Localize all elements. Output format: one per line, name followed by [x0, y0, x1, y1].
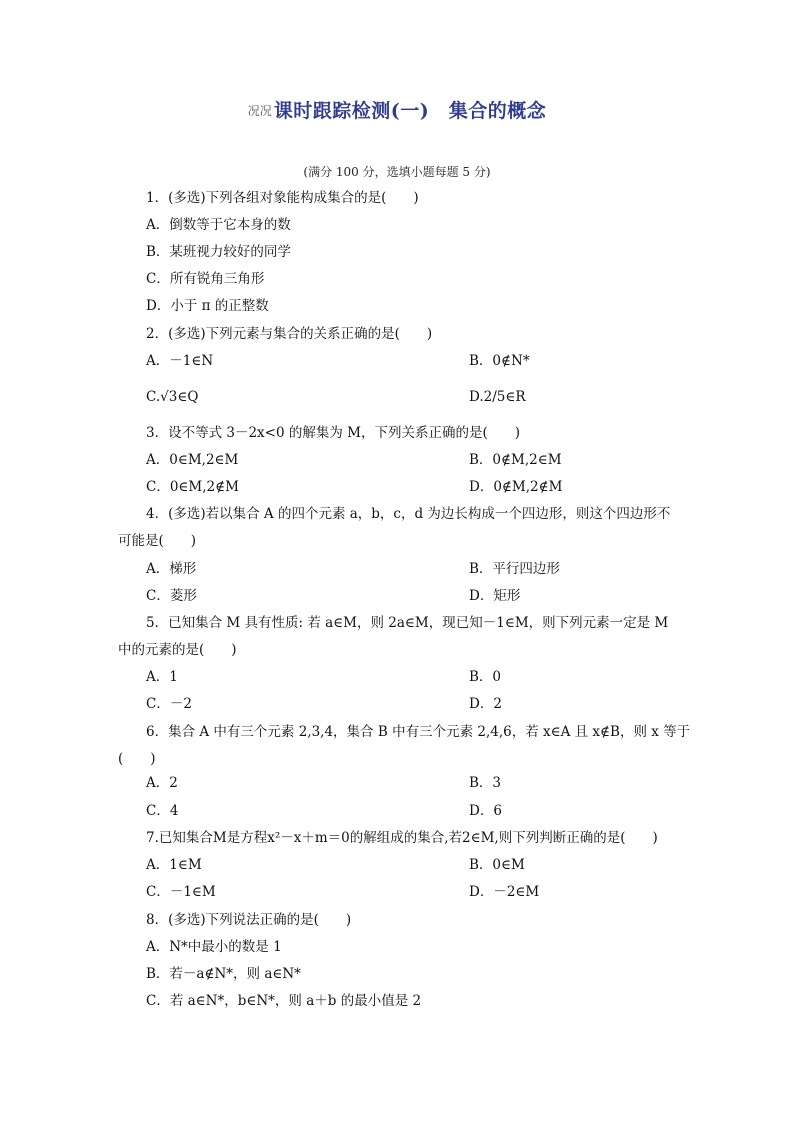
question-6-stem-continued: ( )	[118, 751, 156, 767]
question-4-stem: 4．(多选)若以集合 A 的四个元素 a，b，c，d 为边长构成一个四边形，则这个四边形不	[146, 506, 671, 522]
question-5-option-a: A．1	[146, 669, 178, 685]
question-4-option-a: A．梯形	[146, 561, 197, 577]
question-5-option-c: C．－2	[146, 696, 192, 712]
question-7-option-a: A．1∈M	[146, 857, 202, 873]
question-3-option-a: A．0∈M,2∈M	[146, 452, 239, 468]
question-5-stem-continued: 中的元素的是( )	[118, 642, 237, 658]
question-4-stem-continued: 可能是( )	[118, 533, 197, 549]
score-note: (满分 100 分，选填小题每题 5 分)	[303, 165, 491, 179]
question-2-option-c: C.√3∈Q	[146, 389, 199, 405]
question-1-option-a: A．倒数等于它本身的数	[146, 217, 291, 233]
question-8-option-c: C．若 a∈N*，b∈N*，则 a＋b 的最小值是 2	[146, 993, 422, 1009]
question-1-option-c: C．所有锐角三角形	[146, 271, 265, 287]
question-8-option-a: A．N*中最小的数是 1	[146, 939, 282, 955]
title-row	[0, 96, 794, 123]
question-2-option-b: B．0∉N*	[469, 353, 530, 369]
question-1-option-b: B．某班视力较好的同学	[146, 244, 291, 260]
question-6-option-b: B．3	[469, 775, 502, 791]
question-2-stem: 2．(多选)下列元素与集合的关系正确的是( )	[146, 326, 433, 342]
question-8-option-b: B．若－a∉N*，则 a∈N*	[146, 966, 301, 982]
question-3-stem: 3．设不等式 3－2x<0 的解集为 M，下列关系正确的是( )	[146, 425, 521, 441]
question-6-option-c: C．4	[146, 803, 179, 819]
question-7-option-d: D．－2∈M	[469, 884, 540, 900]
question-6-stem: 6．集合 A 中有三个元素 2,3,4，集合 B 中有三个元素 2,4,6，若 x∈A 且 x∉B，则 x 等于	[146, 724, 691, 740]
question-3-option-c: C．0∈M,2∉M	[146, 479, 239, 495]
question-3-option-b: B．0∉M,2∈M	[469, 452, 562, 468]
question-1-option-d: D．小于 π 的正整数	[146, 298, 269, 314]
question-7-stem: 7.已知集合M是方程x²－x＋m＝0的解组成的集合,若2∈M,则下列判断正确的是( )	[146, 830, 658, 846]
question-5-stem: 5．已知集合 M 具有性质: 若 a∈M，则 2a∈M，现已知－1∈M，则下列元素一定是 M	[146, 615, 669, 631]
title-prefix: 况况	[247, 104, 272, 118]
question-7-option-b: B．0∈M	[469, 857, 525, 873]
question-3-option-d: D．0∉M,2∉M	[469, 479, 563, 495]
question-4-option-c: C．菱形	[146, 588, 197, 604]
question-6-option-a: A．2	[146, 775, 178, 791]
question-8-stem: 8．(多选)下列说法正确的是( )	[146, 912, 352, 928]
question-4-option-b: B．平行四边形	[469, 561, 560, 577]
question-4-option-d: D．矩形	[469, 588, 521, 604]
question-1-stem: 1．(多选)下列各组对象能构成集合的是( )	[146, 190, 419, 206]
page-title: 课时跟踪检测(一) 集合的概念	[273, 100, 547, 122]
question-5-option-d: D．2	[469, 696, 502, 712]
question-2-option-a: A．－1∈N	[146, 353, 214, 369]
question-6-option-d: D．6	[469, 803, 502, 819]
question-7-option-c: C．－1∈M	[146, 884, 216, 900]
question-5-option-b: B．0	[469, 669, 502, 685]
question-2-option-d: D.2/5∈R	[469, 389, 526, 405]
